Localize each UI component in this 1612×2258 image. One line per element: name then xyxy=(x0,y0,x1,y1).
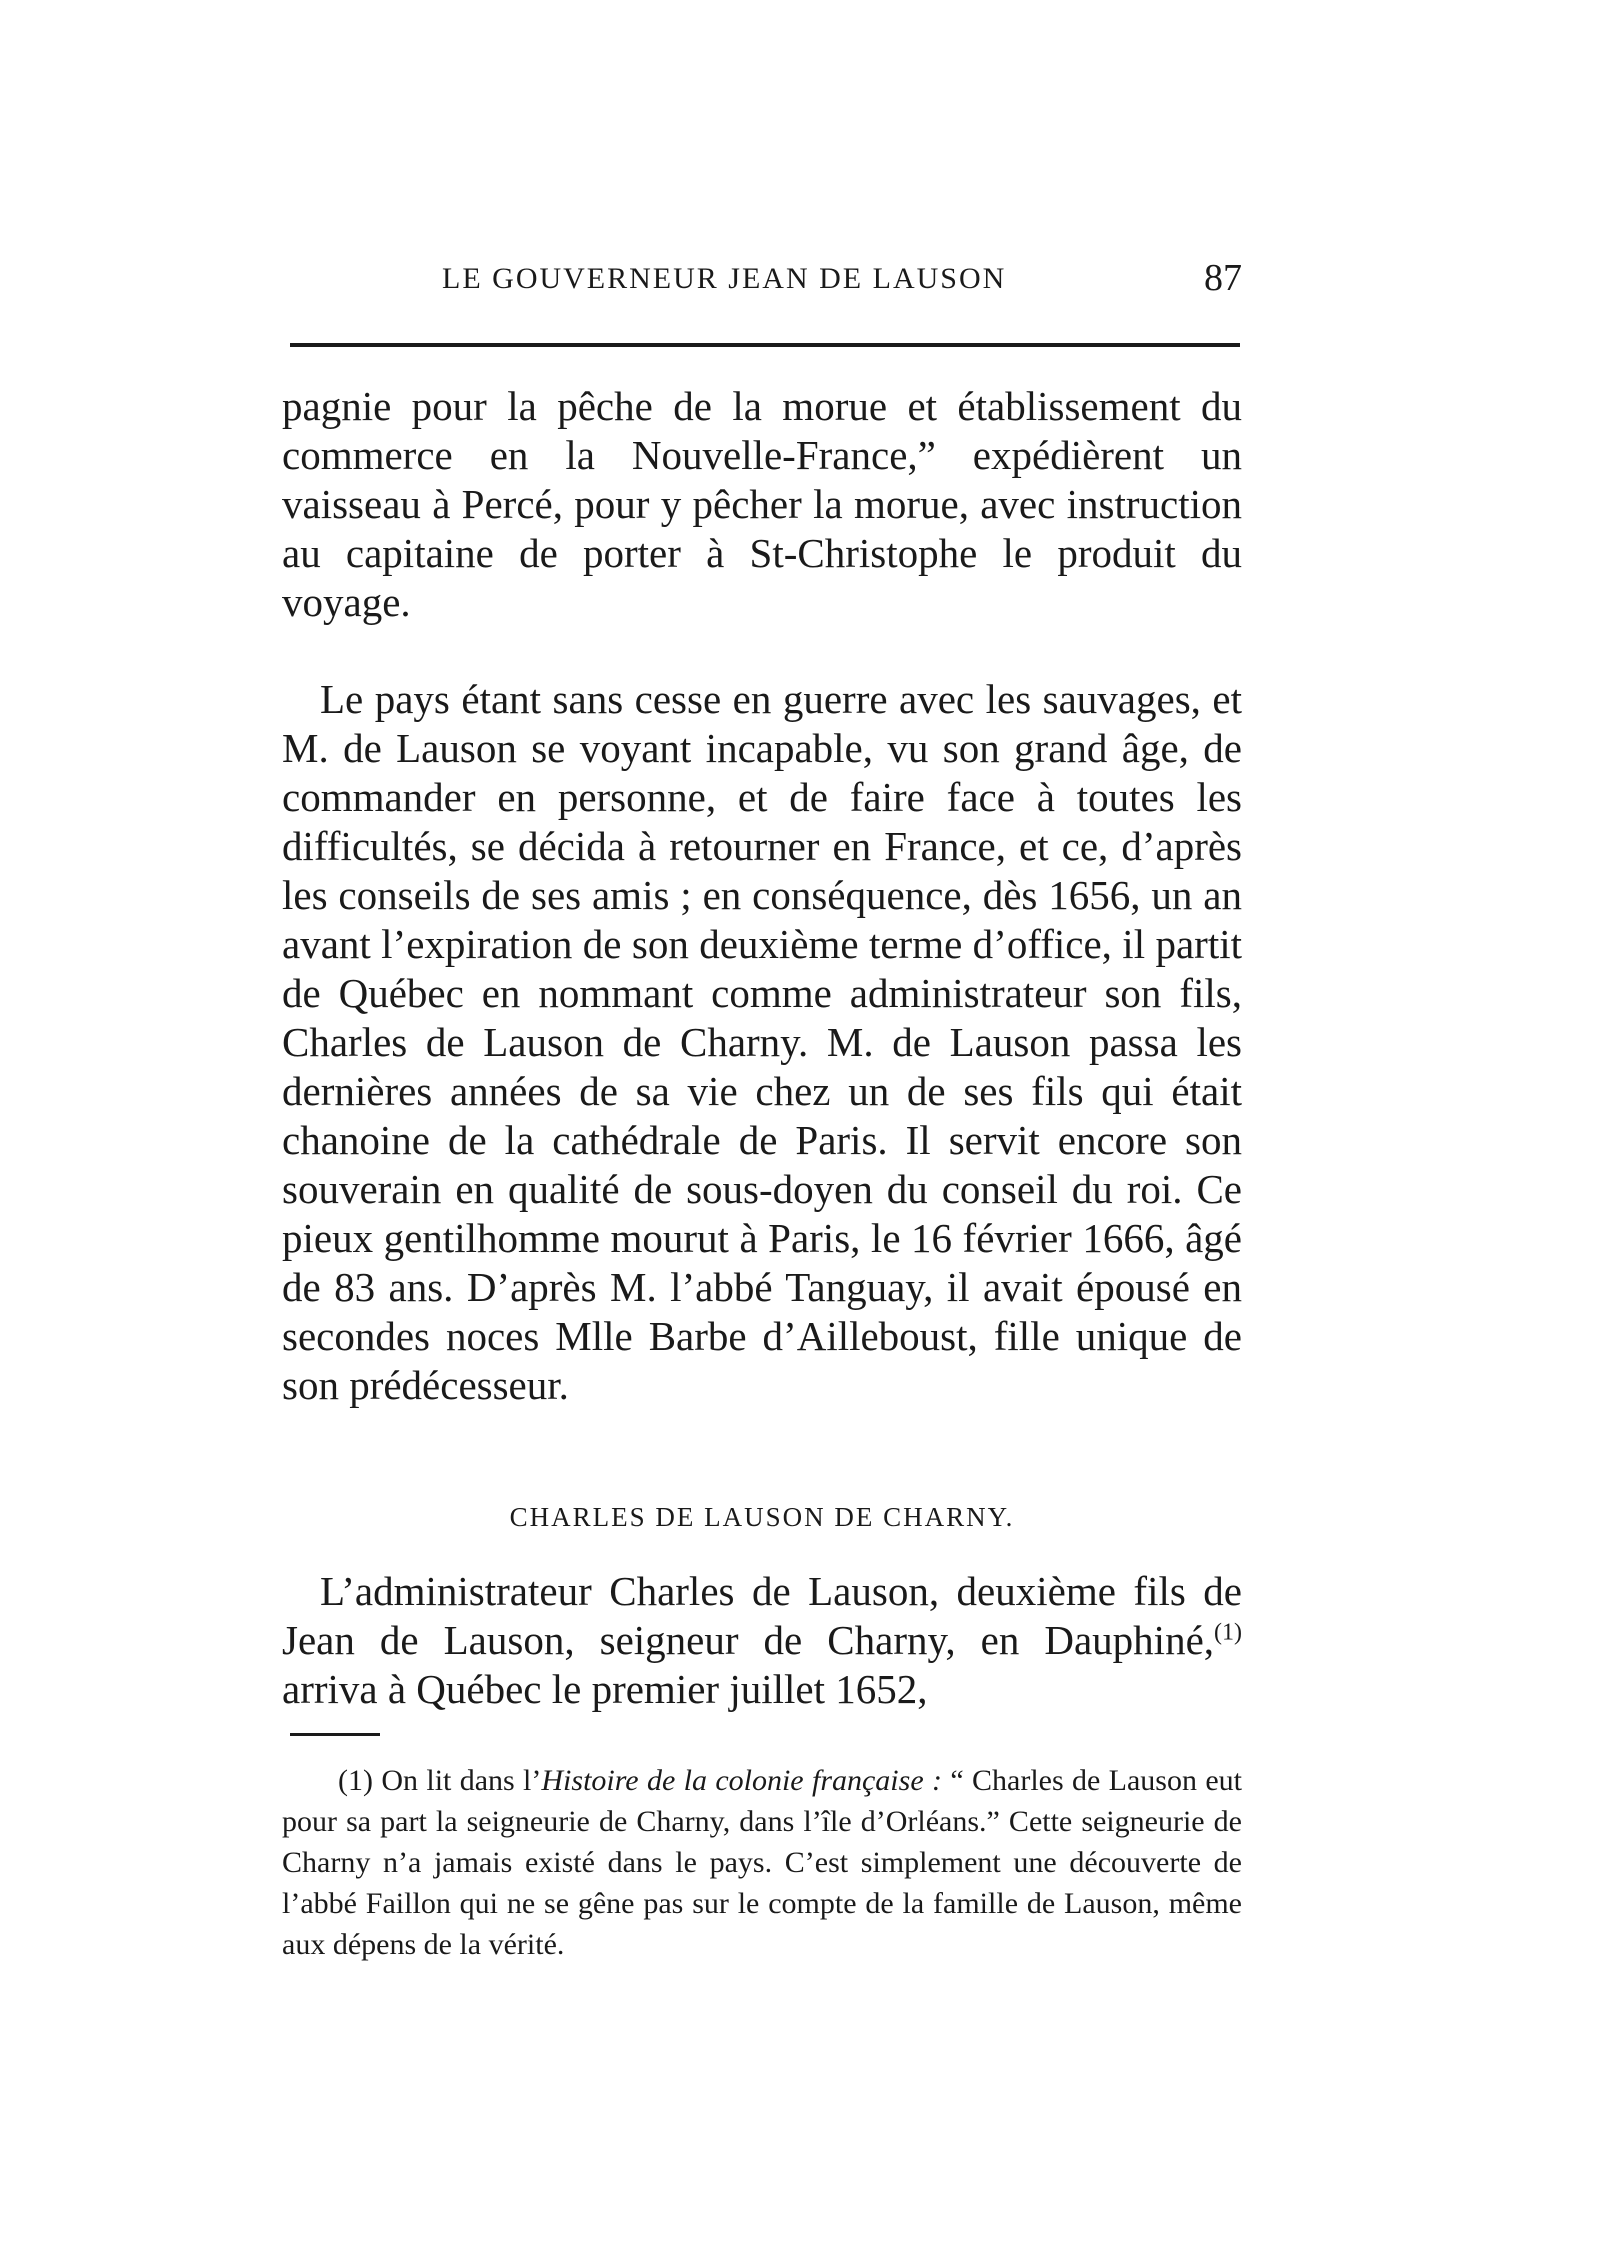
page-number: 87 xyxy=(1204,257,1242,299)
footnote-body: “ Charles de Lauson eut pour sa part la seigneurie de Charny, dans l’île d’Orléans.” Cette seigneurie de Charny n’a jamais existé dans le pays. C’est simplement une découverte de l’abbé Faillon qui ne se gêne pas sur le compte de la famille de Lauson, même aux dépens de la vérité. xyxy=(282,1764,1242,1961)
running-title: LE GOUVERNEUR JEAN DE LAUSON xyxy=(442,262,1007,295)
footnote xyxy=(282,1760,1242,1965)
paragraph-charles-de-lauson xyxy=(282,1567,1242,1714)
footnote-prefix: (1) On lit dans l’ xyxy=(338,1764,542,1797)
section-text xyxy=(282,1567,1242,1714)
main-text xyxy=(282,382,1242,1410)
running-head xyxy=(282,256,1242,306)
footnote-text xyxy=(282,1760,1242,1965)
footnote-cited-title: Histoire de la colonie française : xyxy=(541,1764,942,1797)
footnote-reference: (1) xyxy=(1214,1619,1242,1646)
paragraph-continuation: pagnie pour la pêche de la morue et établissement du commerce en la Nouvelle-France,” expédièrent un vaisseau à Percé, pour y pêcher la morue, avec instruction au capitaine de porter à St-Christophe le produit du voyage. xyxy=(282,383,1242,625)
header-rule xyxy=(290,343,1240,347)
section-heading: CHARLES DE LAUSON DE CHARNY. xyxy=(509,1502,1015,1532)
footnote-rule xyxy=(290,1733,380,1736)
paragraph-return-to-france: Le pays étant sans cesse en guerre avec les sauvages, et M. de Lauson se voyant incapable, vu son grand âge, de commander en personne, et de faire face à toutes les difficultés, se décida à retourner en France, et ce, d’après les conseils de ses amis ; en conséquence, dès 1656, un an avant l’expiration de son deuxième terme d’office, il partit de Québec en nommant comme administrateur son fils, Charles de Lauson de Charny. M. de Lauson passa les dernières années de sa vie chez un de ses fils qui était chanoine de la cathédrale de Paris. Il servit encore son souverain en qualité de sous-doyen du conseil du roi. Ce pieux gentilhomme mourut à Paris, le 16 février 1666, âgé de 83 ans. D’après M. l’abbé Tanguay, il avait épousé en secondes noces Mlle Barbe d’Ailleboust, fille unique de son prédécesseur. xyxy=(282,676,1242,1408)
paragraph-text-after-note: arriva à Québec le premier juillet 1652, xyxy=(282,1666,928,1712)
paragraph-text-before-note: L’administrateur Charles de Lauson, deuxième fils de Jean de Lauson, seigneur de Charny, en Dauphiné, xyxy=(282,1568,1242,1663)
